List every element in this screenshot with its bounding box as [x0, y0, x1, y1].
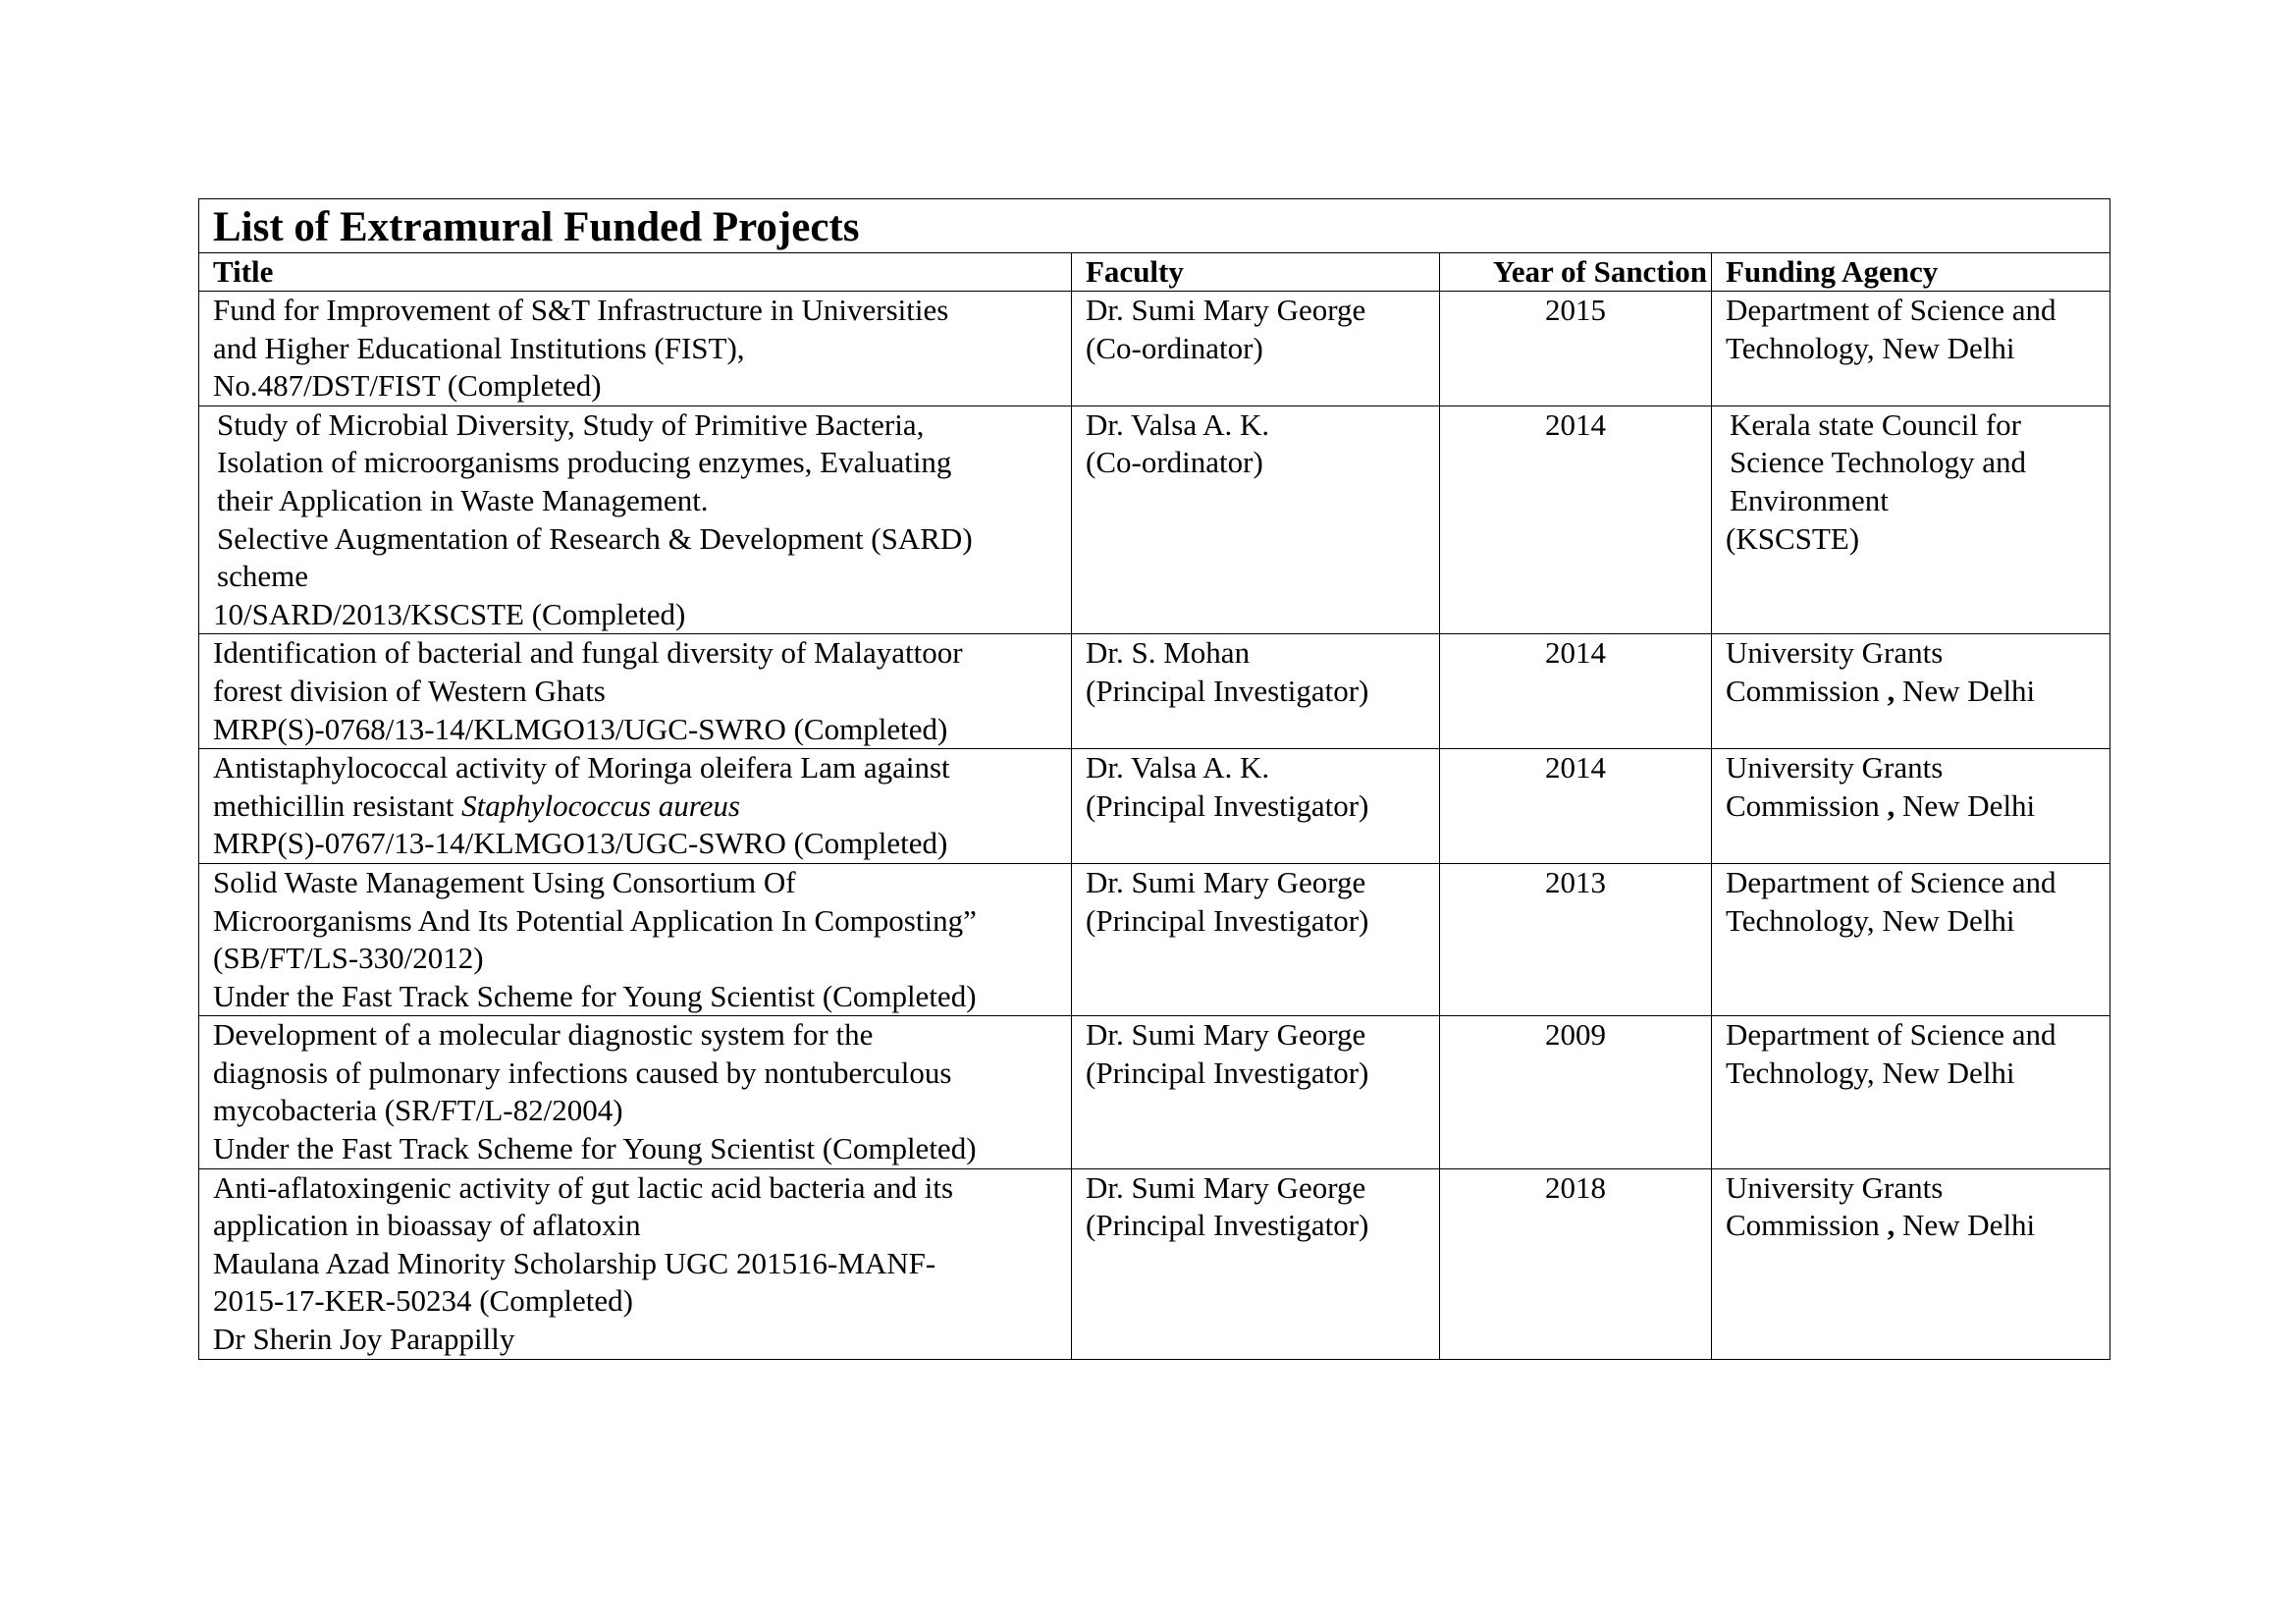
agency-line: Environment: [1730, 482, 1889, 517]
agency-line: University Grants: [1726, 1169, 1944, 1205]
agency-cell: [1712, 292, 2110, 406]
agency-cell: [1712, 406, 2110, 634]
agency-line: University Grants: [1726, 750, 1944, 785]
project-title-line: application in bioassay of aflatoxin: [213, 1208, 641, 1243]
sanction-year: 2009: [1440, 1016, 1712, 1168]
agency-cell: [1712, 634, 2110, 749]
project-title-line: scheme: [217, 559, 308, 594]
faculty-role: (Co-ordinator): [1086, 445, 1263, 480]
faculty-name: Dr. Sumi Mary George: [1086, 1017, 1366, 1053]
table-header-row: [199, 253, 2110, 292]
agency-text: New Delhi: [1895, 673, 2036, 708]
sanction-year: 2013: [1440, 863, 1712, 1015]
sanction-year: 2015: [1440, 292, 1712, 406]
project-title-line: and Higher Educational Institutions (FIST),: [213, 330, 745, 365]
agency-line: Technology, New Delhi: [1726, 902, 2015, 938]
faculty-name: Dr. S. Mohan: [1086, 635, 1251, 671]
project-title-line: MRP(S)-0767/13-14/KLMGO13/UGC-SWRO (Completed): [213, 826, 948, 861]
agency-text: New Delhi: [1895, 787, 2036, 823]
table-row: [199, 1016, 2110, 1168]
project-title-line: mycobacteria (SR/FT/L-82/2004): [213, 1093, 623, 1128]
sanction-year: 2014: [1440, 634, 1712, 749]
project-title-cell: [199, 1016, 1072, 1168]
table-row: [199, 1168, 2110, 1359]
agency-line: Department of Science and: [1726, 1017, 2056, 1053]
faculty-role: (Principal Investigator): [1086, 1055, 1369, 1090]
table-row: [199, 863, 2110, 1015]
header-title: Title: [199, 253, 1072, 292]
table-row: [199, 406, 2110, 634]
table-row: [199, 292, 2110, 406]
agency-comma: ,: [1887, 673, 1896, 708]
project-title-line: (SB/FT/LS-330/2012): [213, 941, 484, 976]
project-title-line: forest division of Western Ghats: [213, 673, 606, 708]
project-title-cell: [199, 406, 1072, 634]
agency-cell: [1712, 1016, 2110, 1168]
page-title: List of Extramural Funded Projects: [199, 199, 2110, 253]
agency-line: Technology, New Delhi: [1726, 330, 2015, 365]
project-title-line: Under the Fast Track Scheme for Young Scientist (Completed): [213, 1131, 977, 1166]
agency-cell: [1712, 1168, 2110, 1359]
faculty-name: Dr. Sumi Mary George: [1086, 1169, 1366, 1205]
project-title-line: Microorganisms And Its Potential Application In Composting”: [213, 902, 977, 938]
species-name: Staphylococcus aureus: [461, 787, 740, 823]
agency-line: [1726, 1207, 2096, 1245]
sanction-year: 2014: [1440, 406, 1712, 634]
faculty-role: (Principal Investigator): [1086, 787, 1369, 823]
project-title-line: Under the Fast Track Scheme for Young Scientist (Completed): [213, 978, 977, 1013]
project-title-line: Selective Augmentation of Research & Development (SARD): [217, 520, 973, 556]
agency-line: Technology, New Delhi: [1726, 1055, 2015, 1090]
project-title-line: diagnosis of pulmonary infections caused by nontuberculous: [213, 1055, 952, 1090]
project-title-cell: [199, 1168, 1072, 1359]
project-title-cell: [199, 863, 1072, 1015]
table-title-row: [199, 199, 2110, 253]
agency-text: Commission: [1726, 673, 1888, 708]
agency-line: University Grants: [1726, 635, 1944, 671]
agency-comma: ,: [1887, 1208, 1896, 1243]
faculty-role: (Co-ordinator): [1086, 330, 1263, 365]
faculty-cell: [1072, 634, 1440, 749]
project-title-line: Development of a molecular diagnostic system for the: [213, 1017, 874, 1053]
project-title-line: No.487/DST/FIST (Completed): [213, 368, 602, 404]
agency-text: Commission: [1726, 787, 1888, 823]
faculty-cell: [1072, 1168, 1440, 1359]
project-title-line: Isolation of microorganisms producing enzymes, Evaluating: [217, 445, 952, 480]
agency-line: [1726, 673, 2096, 711]
faculty-role: (Principal Investigator): [1086, 902, 1369, 938]
project-title-line: their Application in Waste Management.: [217, 482, 709, 517]
faculty-cell: [1072, 1016, 1440, 1168]
agency-line: Kerala state Council for: [1730, 406, 2021, 442]
project-title-text: methicillin resistant: [213, 787, 462, 823]
agency-line: Department of Science and: [1726, 864, 2056, 899]
faculty-role: (Principal Investigator): [1086, 1208, 1369, 1243]
project-title-line: MRP(S)-0768/13-14/KLMGO13/UGC-SWRO (Completed): [213, 711, 948, 746]
agency-line: (KSCSTE): [1726, 520, 1860, 556]
faculty-cell: [1072, 863, 1440, 1015]
project-title-line: Anti-aflatoxingenic activity of gut lactic acid bacteria and its: [213, 1169, 954, 1205]
table-row: [199, 749, 2110, 864]
agency-line: [1726, 787, 2096, 826]
agency-text: Commission: [1726, 1208, 1888, 1243]
sanction-year: 2018: [1440, 1168, 1712, 1359]
faculty-role: (Principal Investigator): [1086, 673, 1369, 708]
project-title-line: Antistaphylococcal activity of Moringa oleifera Lam against: [213, 750, 950, 785]
agency-line: Science Technology and: [1730, 445, 2026, 480]
faculty-name: Dr. Valsa A. K.: [1086, 406, 1270, 442]
project-title-cell: [199, 634, 1072, 749]
project-title-line: Identification of bacterial and fungal diversity of Malayattoor: [213, 635, 963, 671]
sanction-year: 2014: [1440, 749, 1712, 864]
faculty-cell: [1072, 292, 1440, 406]
faculty-name: Dr. Sumi Mary George: [1086, 864, 1366, 899]
project-title-line: [213, 787, 1057, 826]
faculty-cell: [1072, 749, 1440, 864]
faculty-cell: [1072, 406, 1440, 634]
projects-table: [198, 198, 2110, 1360]
project-title-cell: [199, 292, 1072, 406]
header-year: Year of Sanction: [1440, 253, 1712, 292]
agency-cell: [1712, 749, 2110, 864]
project-title-cell: [199, 749, 1072, 864]
agency-line: Department of Science and: [1726, 293, 2056, 327]
header-agency: Funding Agency: [1712, 253, 2110, 292]
header-faculty: Faculty: [1072, 253, 1440, 292]
project-title-line: Maulana Azad Minority Scholarship UGC 201516-MANF-: [213, 1245, 936, 1280]
faculty-name: Dr. Sumi Mary George: [1086, 293, 1366, 327]
agency-comma: ,: [1887, 787, 1896, 823]
agency-text: New Delhi: [1895, 1208, 2036, 1243]
agency-cell: [1712, 863, 2110, 1015]
project-title-line: 10/SARD/2013/KSCSTE (Completed): [213, 596, 686, 631]
table-row: [199, 634, 2110, 749]
project-title-line: Study of Microbial Diversity, Study of Primitive Bacteria,: [217, 406, 925, 442]
faculty-name: Dr. Valsa A. K.: [1086, 750, 1270, 785]
project-title-line: Solid Waste Management Using Consortium Of: [213, 864, 796, 899]
project-title-line: Fund for Improvement of S&T Infrastructure in Universities: [213, 293, 949, 327]
project-title-line: Dr Sherin Joy Parappilly: [213, 1322, 515, 1357]
project-title-line: 2015-17-KER-50234 (Completed): [213, 1283, 633, 1319]
